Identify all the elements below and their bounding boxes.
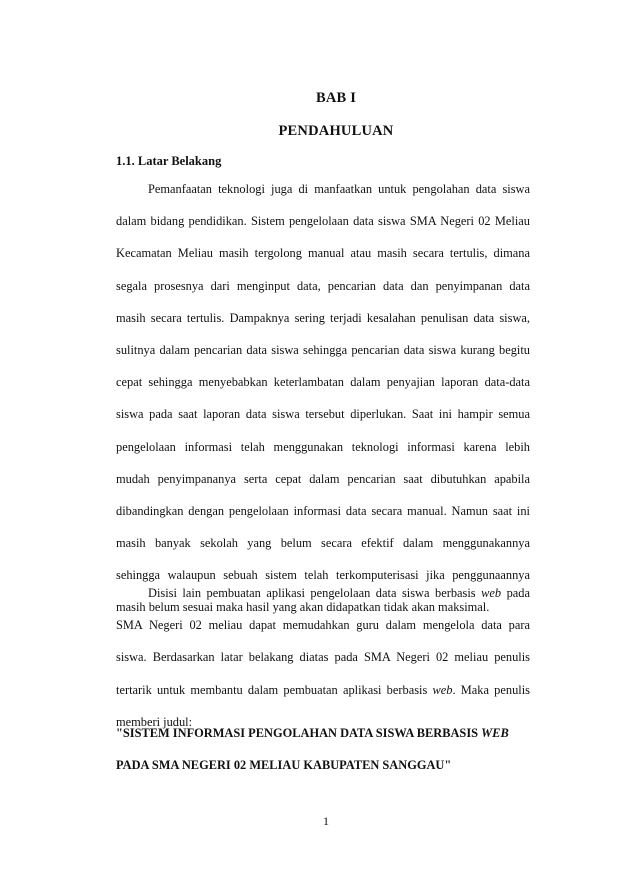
thesis-title-line: PADA SMA NEGERI 02 MELIAU KABUPATEN SANGGAU" bbox=[116, 758, 452, 773]
text-segment: pada bbox=[506, 586, 530, 600]
paragraph-line: masih banyak sekolah yang belum secara efektif dalam menggunakannya bbox=[116, 536, 530, 551]
section-title: 1.1. Latar Belakang bbox=[116, 154, 222, 168]
thesis-title-line bbox=[116, 722, 530, 754]
text-segment: tertarik untuk membantu dalam pembuatan aplikasi berbasis bbox=[116, 682, 428, 697]
text-segment: "SISTEM INFORMASI PENGOLAHAN DATA SISWA BERBASIS bbox=[116, 726, 479, 740]
paragraph-line: dibandingkan dengan pengelolaan informasi data secara manual. Namun saat ini bbox=[116, 503, 530, 518]
text-segment: . Maka penulis bbox=[452, 682, 530, 697]
thesis-title bbox=[116, 722, 530, 786]
paragraph-line: dalam bidang pendidikan. Sistem pengelolaan data siswa SMA Negeri 02 Meliau bbox=[116, 214, 530, 229]
chapter-title: PENDAHULUAN bbox=[278, 123, 394, 139]
paragraph-line: sulitnya dalam pencarian data siswa sehingga pencarian data siswa kurang begitu bbox=[116, 342, 530, 357]
paragraph-line bbox=[116, 679, 530, 711]
paragraph-line: Pemanfaatan teknologi juga di manfaatkan untuk pengolahan data siswa bbox=[148, 182, 530, 196]
paragraph-line: masih secara tertulis. Dampaknya sering terjadi kesalahan penulisan data siswa, bbox=[116, 310, 530, 325]
paragraph-line: sehingga walaupun sebuah sistem telah terkomputerisasi jika penggunaannya bbox=[116, 568, 530, 583]
paragraph-line: SMA Negeri 02 meliau dapat memudahkan guru dalam mengelola data para bbox=[116, 618, 530, 633]
paragraph-line: cepat sehingga menyebabkan keterlambatan dalam penyajian laporan data-data bbox=[116, 375, 530, 390]
paragraph-line: memberi judul: bbox=[116, 714, 193, 729]
paragraph-line: pengelolaan informasi telah menggunakan teknologi informasi karena lebih bbox=[116, 439, 530, 454]
chapter-heading: BAB I bbox=[315, 90, 357, 106]
paragraph-2 bbox=[116, 582, 530, 733]
text-segment: Disisi lain pembuatan aplikasi pengelolaan data siswa berbasis bbox=[148, 586, 476, 600]
italic-term: WEB bbox=[481, 726, 509, 740]
paragraph-line: Kecamatan Meliau masih tergolong manual atau masih secara tertulis, dimana bbox=[116, 246, 530, 261]
paragraph-line: siswa pada saat laporan data siswa tersebut diperlukan. Saat ini hampir semua bbox=[116, 407, 530, 422]
paragraph-line: masih belum sesuai maka hasil yang akan didapatkan tidak akan maksimal. bbox=[116, 600, 490, 615]
paragraph-1 bbox=[116, 178, 530, 629]
italic-term: web bbox=[432, 682, 453, 697]
paragraph-line: siswa. Berdasarkan latar belakang diatas pada SMA Negeri 02 meliau penulis bbox=[116, 650, 530, 665]
page-number: 1 bbox=[323, 814, 329, 828]
paragraph-line bbox=[116, 582, 530, 614]
italic-term: web bbox=[481, 586, 502, 600]
paragraph-line: segala prosesnya dari menginput data, pencarian data dan penyimpanan data bbox=[116, 278, 530, 293]
paragraph-line: mudah penyimpananya serta cepat dalam pencarian saat dibutuhkan apabila bbox=[116, 471, 530, 486]
